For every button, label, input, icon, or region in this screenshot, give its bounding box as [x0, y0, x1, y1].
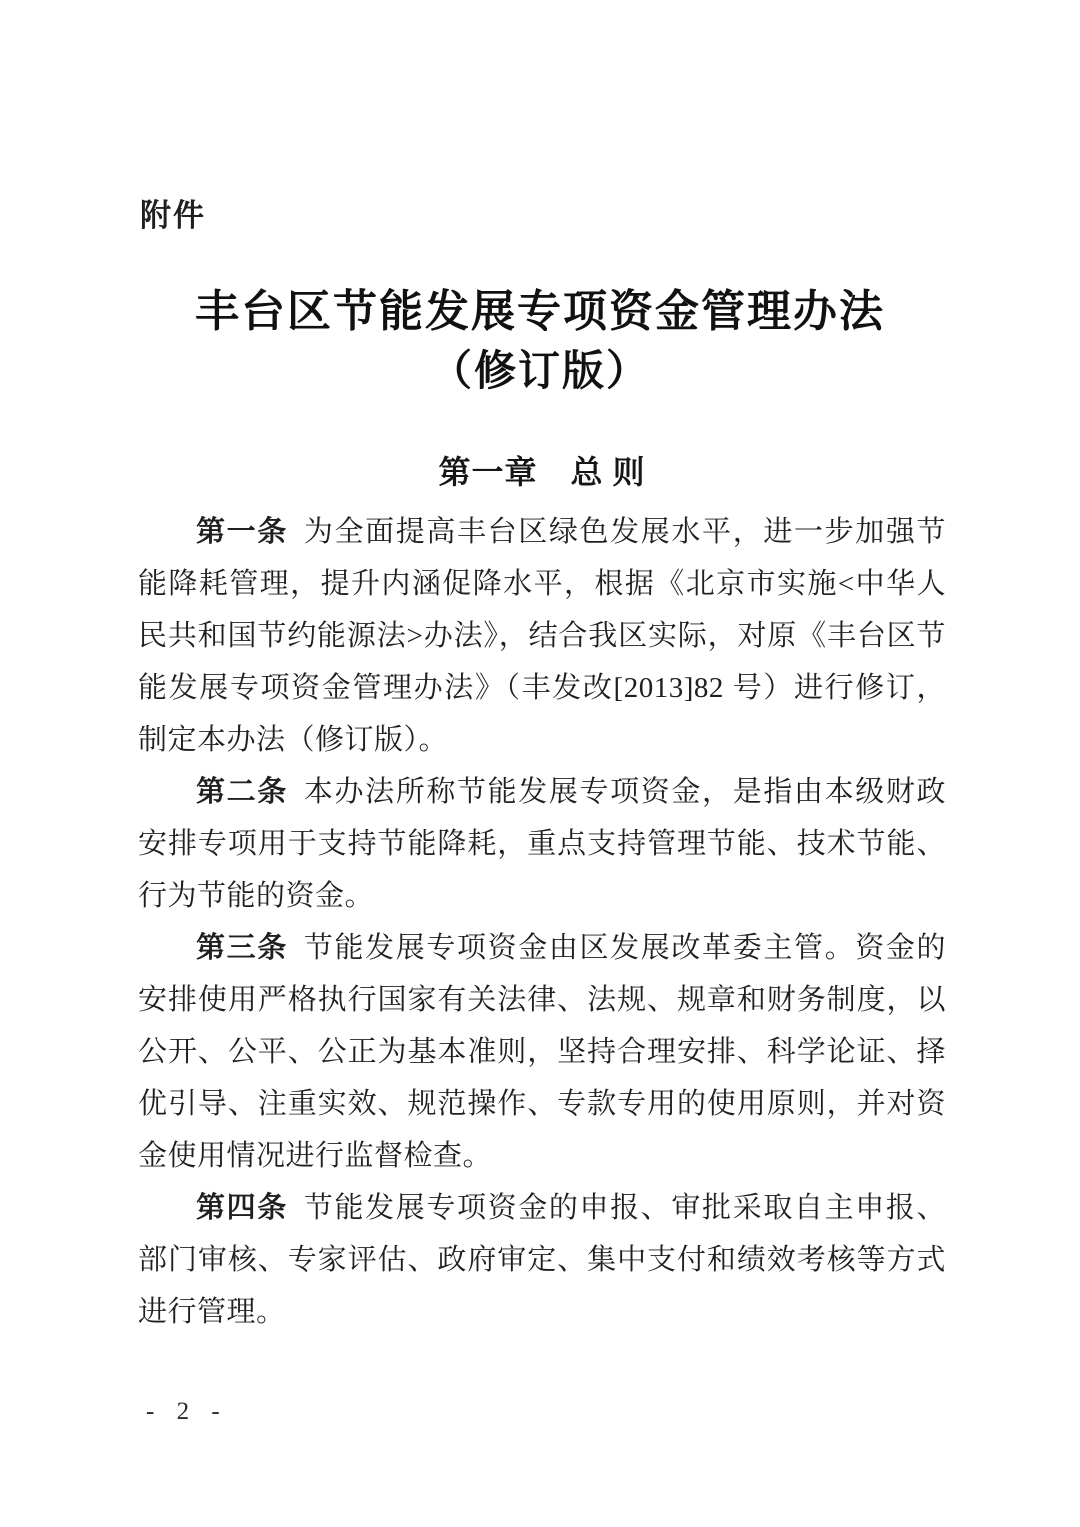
article-1-number: 第一条: [196, 516, 288, 548]
document-body: [138, 450, 946, 1338]
article-4-number: 第四条: [196, 1192, 288, 1224]
paragraph-article-4: [138, 1182, 946, 1338]
article-1-text: 为全面提高丰台区绿色发展水平，进一步加强节能降耗管理，提升内涵促降水平，根据《北京市实施<中华人民共和国节约能源法>办法》，结合我区实际，对原《丰台区节能发展专项资金管理办法》（丰发改[2013]82 号）进行修订，制定本办法（修订版）。: [138, 516, 946, 756]
paragraph-article-3: [138, 922, 946, 1182]
document-title: [0, 283, 1080, 403]
article-2-number: 第二条: [196, 776, 288, 808]
article-3-number: 第三条: [196, 932, 288, 964]
document-title-line1: 丰台区节能发展专项资金管理办法: [195, 287, 885, 336]
article-3-text: 节能发展专项资金由区发展改革委主管。资金的安排使用严格执行国家有关法律、法规、规章和财务制度，以公开、公平、公正为基本准则，坚持合理安排、科学论证、择优引导、注重实效、规范操作、专款专用的使用原则，并对资金使用情况进行监督检查。: [138, 932, 946, 1172]
paragraph-article-1: [138, 506, 946, 766]
page-number: - 2 -: [146, 1398, 228, 1425]
chapter-heading: 第一章 总 则: [438, 454, 646, 490]
attachment-label: 附件: [140, 198, 206, 233]
paragraph-article-2: [138, 766, 946, 922]
article-4-text: 节能发展专项资金的申报、审批采取自主申报、部门审核、专家评估、政府审定、集中支付和绩效考核等方式进行管理。: [138, 1192, 946, 1328]
article-2-text: 本办法所称节能发展专项资金，是指由本级财政安排专项用于支持节能降耗，重点支持管理节能、技术节能、行为节能的资金。: [138, 776, 946, 912]
document-title-line2: （修订版）: [429, 349, 650, 395]
